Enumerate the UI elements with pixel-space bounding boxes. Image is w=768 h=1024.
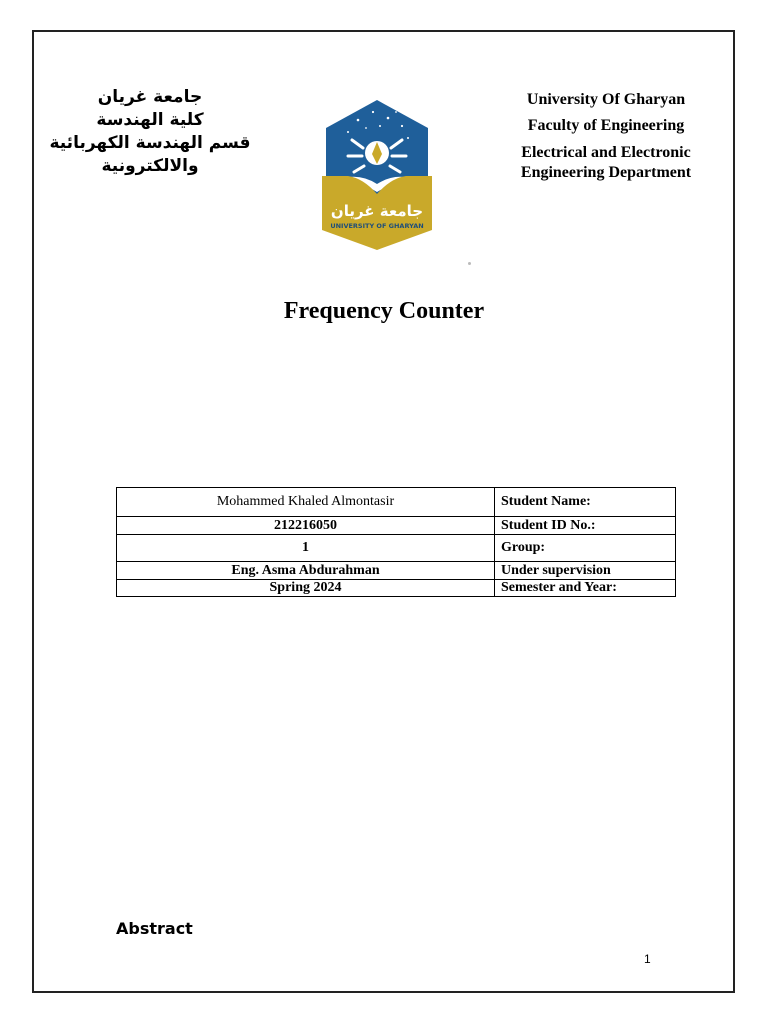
page-number: 1 [644,952,651,966]
group-value: 1 [117,535,495,562]
arabic-department-line1: قسم الهندسة الكهربائية [49,133,251,153]
table-row [117,517,676,535]
department-line2: Engineering Department [520,164,692,181]
table-row [117,488,676,517]
logo-english-text: UNIVERSITY OF GHARYAN [330,222,424,230]
table-row [117,562,676,580]
table-row [117,535,676,562]
supervisor-label: Under supervision [495,562,676,580]
department-line1: Electrical and Electronic [521,144,691,161]
student-name-label: Student Name: [495,488,676,517]
faculty-name: Faculty of Engineering [527,117,685,134]
arabic-department-line2: والالكترونية [101,156,199,176]
supervisor-value: Eng. Asma Abdurahman [117,562,495,580]
report-title: Frequency Counter [283,298,485,324]
student-id-label: Student ID No.: [495,517,676,535]
student-info-table [116,487,676,597]
university-name: University Of Gharyan [526,91,686,108]
university-header-english [500,90,712,183]
stray-mark [468,262,471,265]
abstract-heading: Abstract [116,919,193,938]
student-id-value: 212216050 [117,517,495,535]
arabic-university-name: جامعة غريان [97,87,203,107]
table-row [117,580,676,597]
university-header-arabic [40,86,260,178]
group-label: Group: [495,535,676,562]
university-logo [318,98,436,258]
logo-arabic-text: جامعة غريان [330,202,424,220]
arabic-faculty-name: كلية الهندسة [96,110,204,130]
student-name-value: Mohammed Khaled Almontasir [117,488,495,517]
semester-value: Spring 2024 [117,580,495,597]
semester-label: Semester and Year: [495,580,676,597]
